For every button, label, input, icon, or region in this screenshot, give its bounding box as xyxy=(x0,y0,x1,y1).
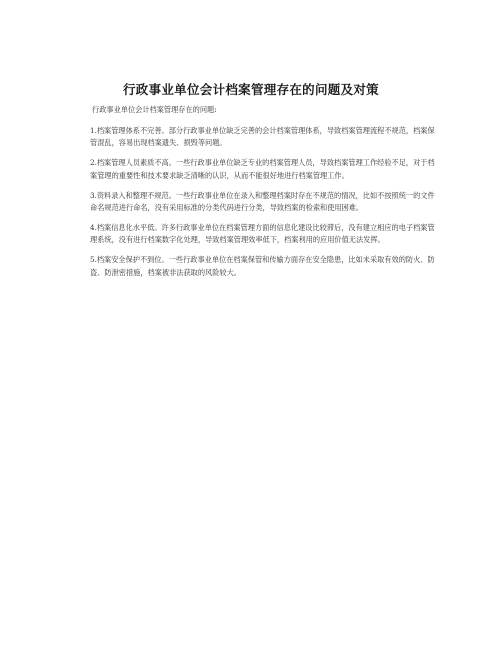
paragraph-2: 2.档案管理人员素质不高。一些行政事业单位缺乏专业的档案管理人员，导致档案管理工作经验不足，对于档案管理的重要性和技术要求缺乏清晰的认识，从而不能很好地进行档案管理工作。 xyxy=(90,158,435,180)
intro-text: 行政事业单位会计档案管理存在的问题: xyxy=(92,105,217,114)
document-title: 行政事业单位会计档案管理存在的问题及对策 xyxy=(122,82,379,97)
document-body xyxy=(90,104,435,287)
paragraph-3: 3.资料录入和整理不规范。一些行政事业单位在录入和整理档案时存在不规范的情况，比如不按照统一的文件命名规范进行命名，没有采用标准的分类代码进行分类，导致档案的检索和使用困难。 xyxy=(90,190,435,213)
paragraph-4: 4.档案信息化水平低。许多行政事业单位在档案管理方面的信息化建设比较滞后，没有建立相应的电子档案管理系统，没有进行档案数字化处理，导致档案管理效率低下，档案利用的应用价值无法发挥。 xyxy=(90,222,435,245)
paragraph-1: 1.档案管理体系不完善。部分行政事业单位缺乏完善的会计档案管理体系，导致档案管理流程不规范，档案保管混乱，容易出现档案遗失、损毁等问题。 xyxy=(90,126,435,148)
paragraph-5: 5.档案安全保护不到位。一些行政事业单位在档案保管和传输方面存在安全隐患，比如未采取有效的防火、防盗、防泄密措施，档案被非法获取的风险较大。 xyxy=(90,255,435,277)
